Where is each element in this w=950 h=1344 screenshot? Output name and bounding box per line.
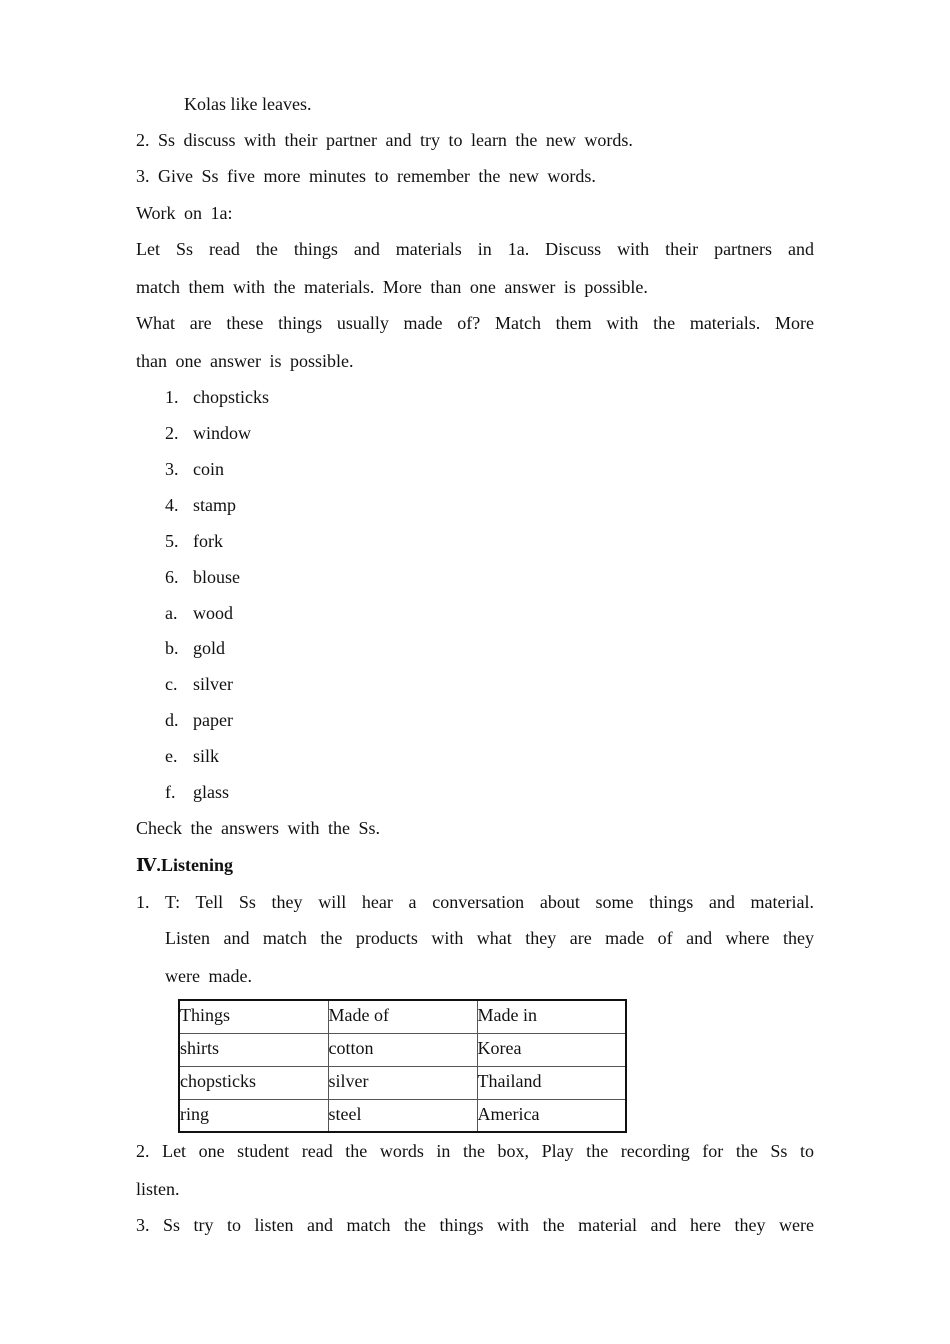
listening-step-2-line-1: 2. Let one student read the words in the box, Play the recording for the Ss to bbox=[136, 1141, 814, 1161]
listening-heading bbox=[136, 853, 233, 877]
work-paragraph-2-line-2: than one answer is possible. bbox=[136, 351, 354, 371]
listening-step-3-line-1: 3. Ss try to listen and match the things with the material and here they were bbox=[136, 1215, 814, 1235]
table-cell: Thailand bbox=[477, 1066, 626, 1099]
list-text: silver bbox=[193, 674, 233, 694]
materials-list-item bbox=[165, 708, 233, 732]
materials-list-item bbox=[165, 601, 233, 625]
table-cell: cotton bbox=[328, 1033, 477, 1066]
table-header-cell: Made in bbox=[477, 1000, 626, 1033]
things-list-item bbox=[165, 457, 224, 481]
list-marker: 1. bbox=[165, 387, 179, 407]
table-header-cell: Made of bbox=[328, 1000, 477, 1033]
list-text: paper bbox=[193, 710, 233, 730]
list-text: blouse bbox=[193, 567, 240, 587]
work-paragraph-1-line-2: match them with the materials. More than one answer is possible. bbox=[136, 277, 648, 297]
table-cell: America bbox=[477, 1099, 626, 1132]
list-marker: 4. bbox=[165, 495, 179, 515]
materials-list-item bbox=[165, 636, 225, 660]
list-text: silk bbox=[193, 746, 220, 766]
kolas-line: Kolas like leaves. bbox=[184, 94, 312, 114]
list-marker: 3. bbox=[165, 459, 179, 479]
list-marker: d. bbox=[165, 710, 179, 730]
list-text: fork bbox=[193, 531, 223, 551]
list-marker: 2. bbox=[165, 423, 179, 443]
table-cell: silver bbox=[328, 1066, 477, 1099]
list-text: chopsticks bbox=[193, 387, 269, 407]
table-cell: steel bbox=[328, 1099, 477, 1132]
table-row bbox=[179, 1033, 626, 1066]
list-text: wood bbox=[193, 603, 233, 623]
list-text: stamp bbox=[193, 495, 236, 515]
listening-step-1-line-3: were made. bbox=[165, 966, 252, 986]
list-text: window bbox=[193, 423, 251, 443]
listening-step-1-line-1: T: Tell Ss they will hear a conversation about some things and material. bbox=[165, 892, 814, 912]
list-text: gold bbox=[193, 638, 226, 658]
work-heading: Work on 1a: bbox=[136, 203, 233, 223]
list-marker: f. bbox=[165, 782, 176, 802]
list-marker: a. bbox=[165, 603, 178, 623]
step-3-text: 3. Give Ss five more minutes to remember the new words. bbox=[136, 166, 596, 186]
products-table bbox=[178, 999, 627, 1133]
table-header-row bbox=[179, 1000, 626, 1033]
listening-step-1-line-2: Listen and match the products with what they are made of and where they bbox=[165, 928, 814, 948]
list-marker: e. bbox=[165, 746, 178, 766]
materials-list-item bbox=[165, 672, 233, 696]
table-cell: ring bbox=[179, 1099, 328, 1132]
things-list-item bbox=[165, 493, 236, 517]
list-marker: c. bbox=[165, 674, 178, 694]
table-cell: Korea bbox=[477, 1033, 626, 1066]
table-header-cell: Things bbox=[179, 1000, 328, 1033]
work-paragraph-1-line-1: Let Ss read the things and materials in 1a. Discuss with their partners and bbox=[136, 239, 814, 259]
listening-step-1-marker: 1. bbox=[136, 892, 150, 912]
list-marker: 6. bbox=[165, 567, 179, 587]
step-2-text: 2. Ss discuss with their partner and try to learn the new words. bbox=[136, 130, 633, 150]
section-number: Ⅳ. bbox=[136, 855, 161, 875]
things-list-item bbox=[165, 385, 269, 409]
list-text: glass bbox=[193, 782, 229, 802]
list-marker: b. bbox=[165, 638, 179, 658]
work-paragraph-2-line-1: What are these things usually made of? Match them with the materials. More bbox=[136, 313, 814, 333]
table-row bbox=[179, 1066, 626, 1099]
list-marker: 5. bbox=[165, 531, 179, 551]
section-title: Listening bbox=[160, 855, 233, 875]
materials-list-item bbox=[165, 780, 229, 804]
things-list-item bbox=[165, 565, 240, 589]
things-list-item bbox=[165, 529, 223, 553]
things-list-item bbox=[165, 421, 251, 445]
table-row bbox=[179, 1099, 626, 1132]
listening-step-2-line-2: listen. bbox=[136, 1179, 180, 1199]
materials-list-item bbox=[165, 744, 219, 768]
table-cell: chopsticks bbox=[179, 1066, 328, 1099]
list-text: coin bbox=[193, 459, 224, 479]
table-cell: shirts bbox=[179, 1033, 328, 1066]
check-answers-text: Check the answers with the Ss. bbox=[136, 818, 380, 838]
